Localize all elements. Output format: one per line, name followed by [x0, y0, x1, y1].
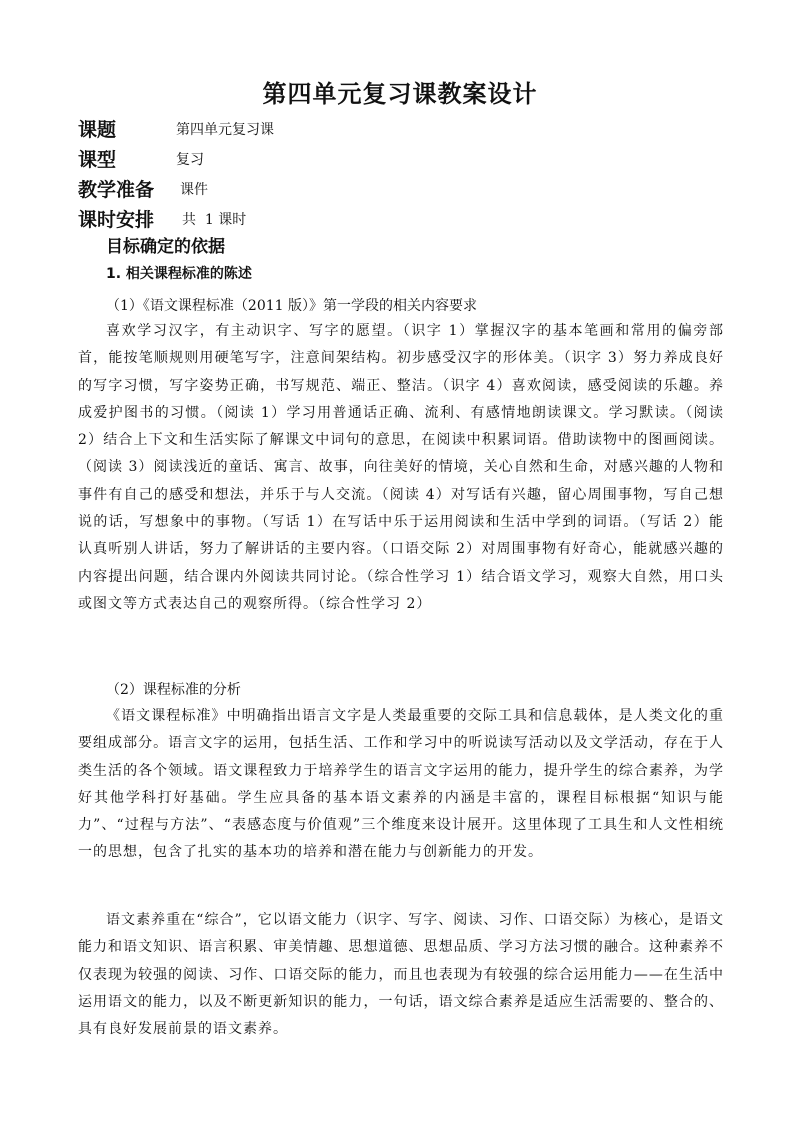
paragraph-literacy: 语文素养重在“综合”，它以语文能力（识字、写字、阅读、习作、口语交际）为核心，是语文能力和语文知识、语言积累、审美情趣、思想道德、思想品质、学习方法习惯的融合。这种素养不仅表现为较强的阅读、习作、口语交际的能力，而且也表现为有较强的综合运用能力——在生活中运用语文的能力，以及不断更新知识的能力，一句话，语文综合素养是适应生活需要的、整合的、具有良好发展前景的语文素养。 — [78, 912, 724, 1038]
section-heading: 目标确定的依据 — [106, 237, 225, 257]
meta-value-topic: 第四单元复习课 — [176, 122, 274, 138]
meta-value-preparation: 课件 — [180, 182, 208, 198]
item1-heading: （1）《语文课程标准（2011 版）》第一学段的相关内容要求 — [106, 298, 477, 314]
document-title: 第四单元复习课教案设计 — [262, 80, 538, 108]
item2-heading: （2）课程标准的分析 — [106, 682, 241, 698]
paragraph-standards: 喜欢学习汉字，有主动识字、写字的愿望。（识字 1）掌握汉字的基本笔画和常用的偏旁部首，能按笔顺规则用硬笔写字，注意间架结构。初步感受汉字的形体美。（识字 3）努力养成良好的写字习惯，写字姿势正确，书写规范、端正、整洁。（识字 4）喜欢阅读，感受阅读的乐趣。养成爱护图书的习惯。（阅读 1）学习用普通话正确、流利、有感情地朗读课文。学习默读。（阅读 2）结合上下文和生活实际了解课文中词句的意思，在阅读中积累词语。借助读物中的图画阅读。（阅读 3）阅读浅近的童话、寓言、故事，向往美好的情境，关心自然和生命，对感兴趣的人物和事件有自己的感受和想法，并乐于与人交流。（阅读 4）对写话有兴趣，留心周围事物，写自己想说的话，写想象中的事物。（写话 1）在写话中乐于运用阅读和生活中学到的词语。（写话 2）能认真听别人讲话，努力了解讲话的主要内容。（口语交际 2）对周围事物有好奇心，能就感兴趣的内容提出问题，结合课内外阅读共同讨论。（综合性学习 1）结合语文学习，观察大自然，用口头或图文等方式表达自己的观察所得。（综合性学习 2） — [78, 323, 724, 612]
paragraph-analysis: 《语文课程标准》中明确指出语言文字是人类最重要的交际工具和信息载体，是人类文化的重要组成部分。语言文字的运用，包括生活、工作和学习中的听说读写活动以及文学活动，存在于人类生活的各个领域。语文课程致力于培养学生的语言文字运用的能力，提升学生的综合素养，为学好其他学科打好基础。学生应具备的基本语文素养的内涵是丰富的，课程目标根据“知识与能力”、“过程与方法”、“表感态度与价值观”三个维度来设计展开。这里体现了工具生和人文性相统一的思想，包含了扎实的基本功的培养和潜在能力与创新能力的开发。 — [78, 708, 724, 861]
meta-label-topic: 课题 — [78, 119, 117, 141]
meta-value-schedule: 共 1 课时 — [182, 212, 247, 228]
meta-label-preparation: 教学准备 — [78, 179, 155, 201]
meta-label-type: 课型 — [78, 149, 117, 171]
meta-value-type: 复习 — [176, 152, 204, 168]
subsection-heading: 1. 相关课程标准的陈述 — [106, 266, 252, 282]
meta-label-schedule: 课时安排 — [78, 209, 155, 231]
